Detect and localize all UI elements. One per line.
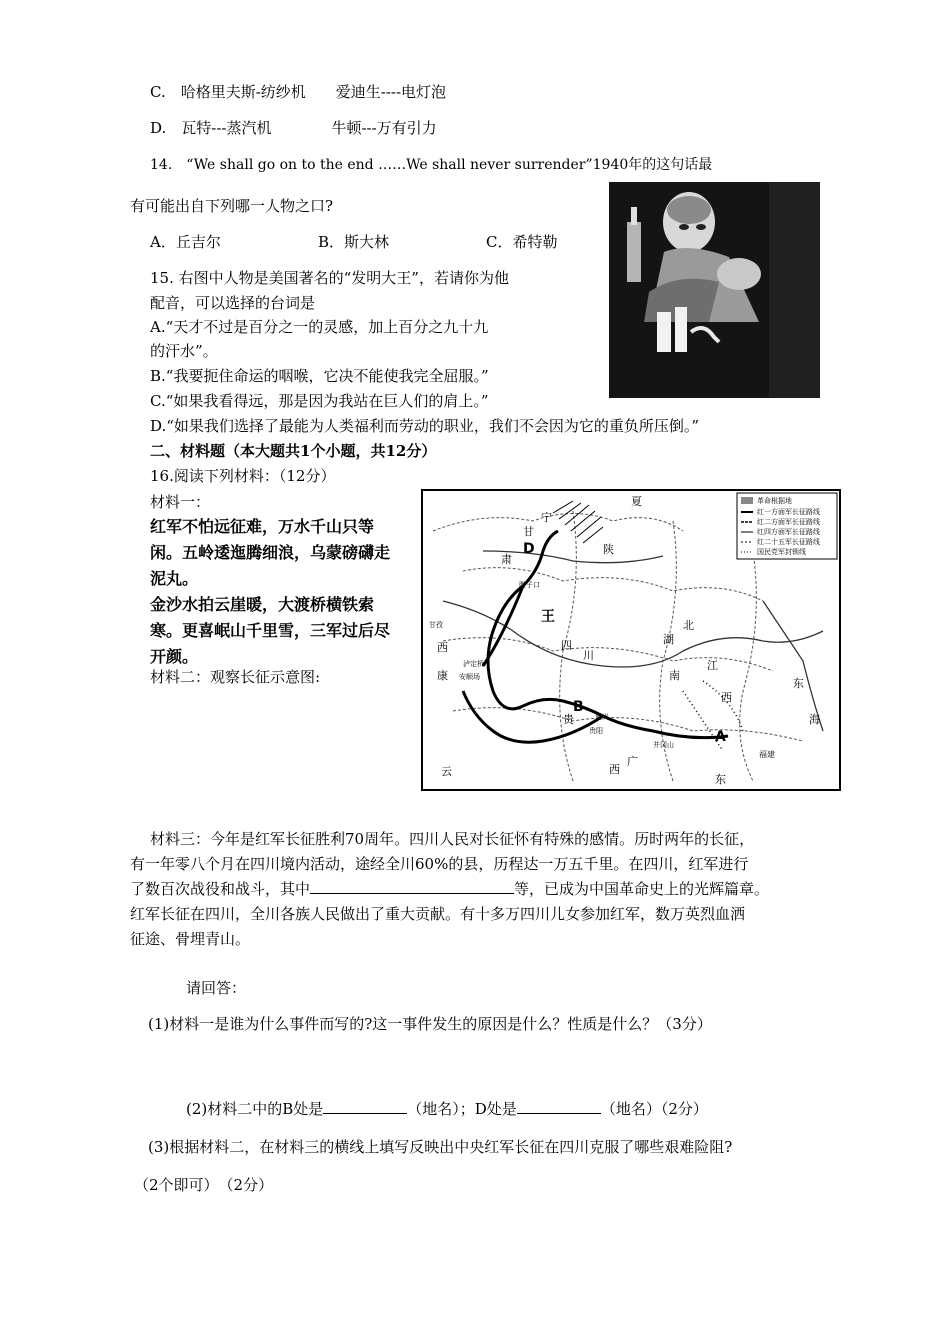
label-chuan: 川 [583,649,594,662]
label-ning: 宁 [541,511,552,524]
label-point-a: A [715,729,726,745]
q14-line1: 14. “We shall go on to the end ……We shall never surrender”1940年的这句话最 [150,157,713,173]
label-wang: 王 [541,609,555,625]
label-ganzi: 甘孜 [429,621,443,629]
label-hu: 湖 [663,633,674,646]
option-d: D. 瓦特---蒸汽机 牛顿---万有引力 [150,119,437,137]
label-xi3: 西 [609,763,620,776]
label-kang: 康 [437,669,448,682]
label-luding: 泸定桥 [463,660,484,668]
q15-line2: 配音，可以选择的台词是 [150,294,316,312]
label-shan: 陕 [603,543,614,556]
label-si: 四 [561,639,572,652]
q14-option-c: C．希特勒 [486,233,558,251]
legend-item-6: 国民党军封锁线 [757,548,806,556]
fill-in-blank-1[interactable] [310,879,514,894]
label-yun: 云 [441,765,452,778]
label-hai: 海 [809,713,820,726]
label-gan: 甘 [523,525,534,538]
material3-line3 [130,879,769,899]
q15-option-b: B.“我要扼住命运的咽喉，它决不能使我完全屈服。” [150,367,489,385]
q15-option-a2: 的汗水”。 [150,342,218,360]
legend-item-3: 红二方面军长征路线 [757,518,820,526]
label-xia: 夏 [631,495,642,508]
q16-title: 16.阅读下列材料：（12分） [150,467,336,485]
poem-line5: 寒。更喜岷山千里雪，三军过后尽 [150,621,391,640]
material1-label: 材料一： [150,493,211,511]
legend-item-2: 红一方面军长征路线 [757,508,820,516]
long-march-map [421,489,841,791]
poem-line6: 开颜。 [150,647,199,666]
label-xi2: 西 [721,691,732,704]
legend-item-5: 红二十五军长征路线 [757,538,820,546]
option-c: C. 哈格里夫斯-纺纱机 爱迪生----电灯泡 [150,83,447,101]
label-dong: 东 [793,677,804,690]
label-su: 肃 [501,553,512,566]
label-jinggang: 井冈山 [653,741,674,749]
q14-option-a: A．丘吉尔 [150,233,221,251]
material3-line2: 有一年零八个月在四川境内活动，途经全川60%的县，历程达一万五千里。在四川，红军进行 [130,855,749,873]
q15-line1: 15. 右图中人物是美国著名的“发明大王”，若请你为他 [150,269,509,287]
section-heading: 二、材料题（本大题共1个小题，共12分） [150,442,437,460]
label-lazikou: 腊子口 [519,581,540,589]
label-gui: 贵 [563,713,574,726]
question-2-end: （地名）（2分） [600,1100,708,1118]
poem-line4: 金沙水拍云崖暖，大渡桥横铁索 [150,595,375,614]
q15-option-a1: A.“天才不过是百分之一的灵感，加上百分之九十九 [150,318,489,336]
q15-option-c: C.“如果我看得远，那是因为我站在巨人们的肩上。” [150,392,489,410]
label-nan: 南 [669,669,680,682]
q14-option-b: B．斯大林 [318,233,390,251]
q15-option-d: D.“如果我们选择了最能为人类福利而劳动的职业，我们不会因为它的重负所压倒。” [150,417,700,435]
blank-point-d[interactable] [517,1099,601,1114]
question-3: (3)根据材料二，在材料三的横线上填写反映出中央红军长征在四川克服了哪些艰难险阻? [148,1138,733,1156]
label-guiyang: 贵阳 [589,727,603,735]
label-guang: 广 [627,755,638,768]
label-anshun: 安顺场 [459,673,480,681]
question-2 [186,1099,708,1119]
blank-point-b[interactable] [323,1099,407,1114]
label-jiang: 江 [707,659,718,672]
poem-line3: 泥丸。 [150,569,199,588]
label-point-d: D [523,541,535,557]
label-zunyi: 遵义 [595,713,609,721]
label-point-b: B [573,699,584,715]
label-bei: 北 [683,619,694,632]
material3-line5: 征途、骨埋青山。 [130,930,251,948]
poem-line2: 闲。五岭逶迤腾细浪，乌蒙磅礴走 [150,543,391,562]
poem-line1: 红军不怕远征难，万水千山只等 [150,517,375,536]
material2-label: 材料二：观察长征示意图: [150,668,321,686]
material3-line4: 红军长征在四川，全川各族人民做出了重大贡献。有十多万四川儿女参加红军，数万英烈血洒 [130,905,746,923]
question-2-mid: （地名）；D处是 [407,1100,517,1118]
answer-prompt: 请回答： [186,979,247,997]
label-xi: 西 [437,641,448,654]
question-2-start: (2)材料二中的B处是 [186,1100,324,1118]
material3-line1: 材料三：今年是红军长征胜利70周年。四川人民对长征怀有特殊的感情。历时两年的长征， [150,830,755,848]
legend-item-1: 革命根据地 [757,497,792,505]
question-3-points: （2个即可） （2分） [134,1176,274,1194]
label-fujian: 福建 [759,750,775,759]
material3-line3-start: 了数百次战役和战斗，其中 [130,880,311,898]
material3-line3-end: 等，已成为中国革命史上的光辉篇章。 [514,880,770,898]
legend-item-4: 红四方面军长征路线 [757,528,820,536]
label-dong2: 东 [715,773,726,786]
q14-line2: 有可能出自下列哪一人物之口? [130,197,334,215]
edison-photo [609,182,820,398]
question-1: (1)材料一是谁为什么事件而写的?这一事件发生的原因是什么？性质是什么？（3分） [148,1015,712,1033]
